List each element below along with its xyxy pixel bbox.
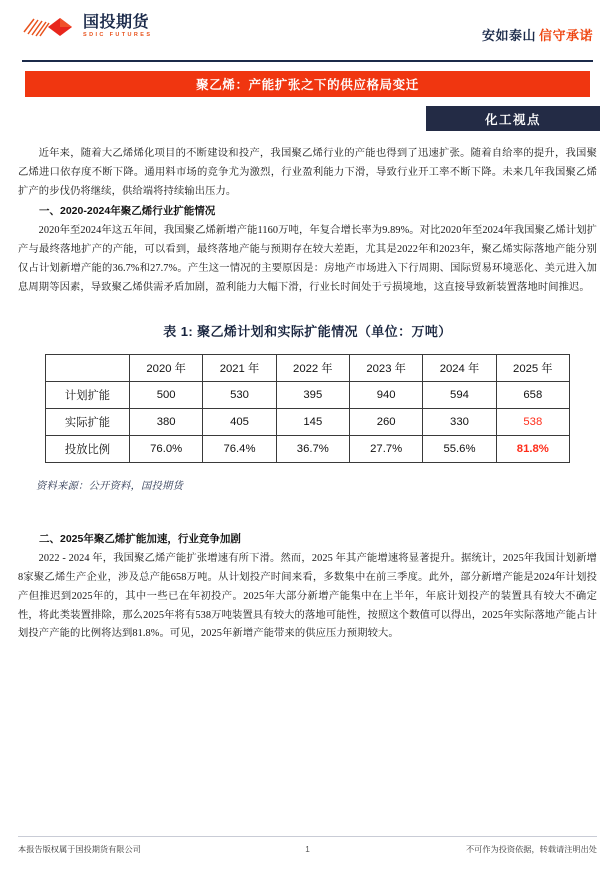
table-cell: 27.7% <box>349 436 422 463</box>
table-col-header: 2022 年 <box>276 355 349 382</box>
table-block <box>18 321 597 492</box>
slogan-part-2: 信守承诺 <box>538 28 593 43</box>
header-slogan <box>482 25 593 44</box>
table-row-header: 实际扩能 <box>46 409 130 436</box>
table-cell-highlighted: 81.8% <box>496 436 569 463</box>
table-source-note: 资料来源：公开资料，国投期货 <box>36 481 183 493</box>
table-cell: 145 <box>276 409 349 436</box>
table-cell: 530 <box>203 382 276 409</box>
table-row-header: 计划扩能 <box>46 382 130 409</box>
category-badge <box>426 106 600 131</box>
table-col-header: 2021 年 <box>203 355 276 382</box>
table-cell: 395 <box>276 382 349 409</box>
footer-copyright: 本报告版权属于国投期货有限公司 <box>18 845 141 854</box>
table-cell: 940 <box>349 382 422 409</box>
footer-page-number: 1 <box>305 845 310 854</box>
table-cell: 380 <box>130 409 203 436</box>
table-cell: 260 <box>349 409 422 436</box>
header-divider <box>22 60 593 62</box>
brand-name-en: SDIC FUTURES <box>83 32 153 39</box>
table-header-row <box>46 355 570 382</box>
paragraph-section2: 2022 - 2024 年，我国聚乙烯产能扩张增速有所下滑。然而，2025 年其产能增速将显著提升。据统计，2025年我国计划新增8家聚乙烯生产企业，涉及总产能658万吨。从计划投产时间来看，多数集中在前三季度。此外，部分新增产能是2024年计划投产但推迟到2025年的，其中一些已在年初投产。2025年大部分新增产能集中在上半年，年底计划投产的装置具有较大不确定性，将此类装置排除，那么2025年将有538万吨装置具有较大的落地可能性，按照这个数值可以得出，2025年实际落地产能占计划投产产能的比例将达到81.8%。可见，2025年新增产能带来的供应压力预期较大。 <box>18 553 597 640</box>
brand-lockup <box>22 14 152 40</box>
table-row <box>46 436 570 463</box>
report-body <box>0 131 615 870</box>
table-row <box>46 409 570 436</box>
table-cell: 330 <box>423 409 496 436</box>
table-col-header: 2023 年 <box>349 355 422 382</box>
table-caption: 表 1: 聚乙烯计划和实际扩能情况（单位：万吨） <box>163 324 452 340</box>
page-title: 聚乙烯：产能扩张之下的供应格局变迁 <box>196 78 419 92</box>
paragraph-section1: 2020年至2024年这五年间，我国聚乙烯新增产能1160万吨，年复合增长率为9.89%。对比2020年至2024年我国聚乙烯计划扩产与最终落地扩产的产能，可以看到，最终落地产能与预期存在较大差距，尤其是2022年和2023年，聚乙烯实际落地产能分别仅占计划新增产能的36.7%和27.7%。产生这一情况的主要原因是：房地产市场进入下行周期、国际贸易环境恶化、美元进入加息周期等因素，导致聚乙烯供需矛盾加剧，盈利能力大幅下滑，行业长时间处于亏损境地，这直接导致新装置落地时间推迟。 <box>18 225 597 293</box>
table-corner-cell <box>46 355 130 382</box>
category-badge-label: 化工视点 <box>484 112 541 127</box>
table-col-header: 2025 年 <box>496 355 569 382</box>
table-row-header: 投放比例 <box>46 436 130 463</box>
table-cell: 36.7% <box>276 436 349 463</box>
brand-name-cn: 国投期货 <box>83 14 150 32</box>
table-head <box>46 355 570 382</box>
report-title-bar <box>25 71 590 97</box>
table-cell: 55.6% <box>423 436 496 463</box>
section-2 <box>18 530 597 644</box>
slogan-part-1: 安如泰山 <box>481 28 536 43</box>
footer-row <box>18 844 597 855</box>
table-cell-highlighted: 538 <box>496 409 569 436</box>
footer-divider <box>18 836 597 837</box>
table-row <box>46 382 570 409</box>
section-heading-1: 一、2020-2024年聚乙烯行业扩能情况 <box>39 205 216 218</box>
paragraph-intro: 近年来，随着大乙烯烯化项目的不断建设和投产，我国聚乙烯行业的产能也得到了迅速扩张。随着自给率的提升，我国聚乙烯进口依存度不断下降。通用料市场的竞争尤为激烈，行业盈利能力下滑，导致行业开工率不断下降。未来几年我国聚乙烯扩产的步伐仍将继续，供给端将持续输出压力。 <box>18 148 597 197</box>
table-col-header: 2020 年 <box>130 355 203 382</box>
table-cell: 500 <box>130 382 203 409</box>
brand-wordmark <box>83 15 152 39</box>
page-footer <box>0 836 615 870</box>
table-col-header: 2024 年 <box>423 355 496 382</box>
sdic-diamond-logo-icon <box>22 14 76 40</box>
table-cell: 76.4% <box>203 436 276 463</box>
badge-row <box>0 106 600 131</box>
page-header <box>0 0 615 60</box>
table-cell: 658 <box>496 382 569 409</box>
section-heading-2: 二、2025年聚乙烯扩能加速，行业竞争加剧 <box>39 533 241 546</box>
table-body <box>46 382 570 463</box>
capacity-table <box>45 354 570 463</box>
table-cell: 76.0% <box>130 436 203 463</box>
table-cell: 405 <box>203 409 276 436</box>
footer-disclaimer: 不可作为投资依据，转载请注明出处 <box>465 845 597 854</box>
table-cell: 594 <box>423 382 496 409</box>
